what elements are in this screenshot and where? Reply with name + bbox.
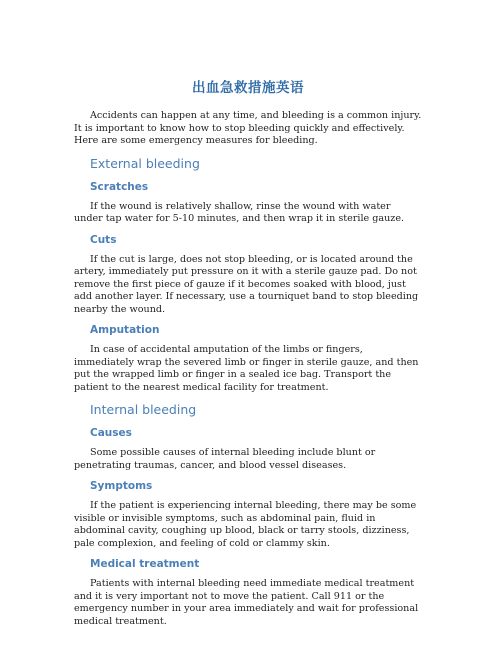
paragraph-cuts: If the cut is large, does not stop bleeding, or is located around the artery, immediately put pressure on it with a sterile gauze pad. Do not remove the first piece of gauze if it becomes soaked with blood, just add another layer. If necessary, use a tourniquet band to stop bleeding nearby the wound.	[74, 253, 419, 315]
document-page	[74, 76, 422, 636]
subheading-scratches: Scratches	[90, 180, 149, 193]
section-heading-external-bleeding: External bleeding	[90, 155, 200, 171]
subheading-medical-treatment: Medical treatment	[90, 558, 200, 570]
paragraph-medical-treatment: Patients with internal bleeding need immediate medical treatment and it is very important not to move the patient. Call 911 or the emergency number in your area immediately and wait for professional medical treatment.	[74, 578, 419, 627]
section-heading-internal-bleeding: Internal bleeding	[90, 402, 197, 417]
paragraph-amputation: In case of accidental amputation of the limbs or fingers, immediately wrap the severed limb or finger in sterile gauze, and then put the wrapped limb or finger in a sealed ice bag. Transport the patient to the nearest medical facility for treatment.	[74, 344, 419, 393]
subheading-amputation: Amputation	[90, 324, 160, 336]
subheading-symptoms: Symptoms	[90, 480, 153, 492]
document-title: 出血急救措施英语	[192, 80, 304, 96]
paragraph-symptoms: If the patient is experiencing internal bleeding, there may be some visible or invisible symptoms, such as abdominal pain, fluid in abdominal cavity, coughing up blood, black or tarry stools, dizziness, pale complexion, and feeling of cold or clammy skin.	[74, 500, 417, 549]
intro-paragraph: Accidents can happen at any time, and bleeding is a common injury. It is important to know how to stop bleeding quickly and effectively. Here are some emergency measures for bleeding.	[74, 110, 422, 146]
paragraph-scratches: If the wound is relatively shallow, rinse the wound with water under tap water for 5-10 minutes, and then wrap it in sterile gauze.	[74, 200, 405, 224]
subheading-causes: Causes	[90, 427, 132, 439]
paragraph-causes: Some possible causes of internal bleeding include blunt or penetrating traumas, cancer, and blood vessel diseases.	[74, 447, 376, 471]
subheading-cuts: Cuts	[90, 233, 117, 246]
